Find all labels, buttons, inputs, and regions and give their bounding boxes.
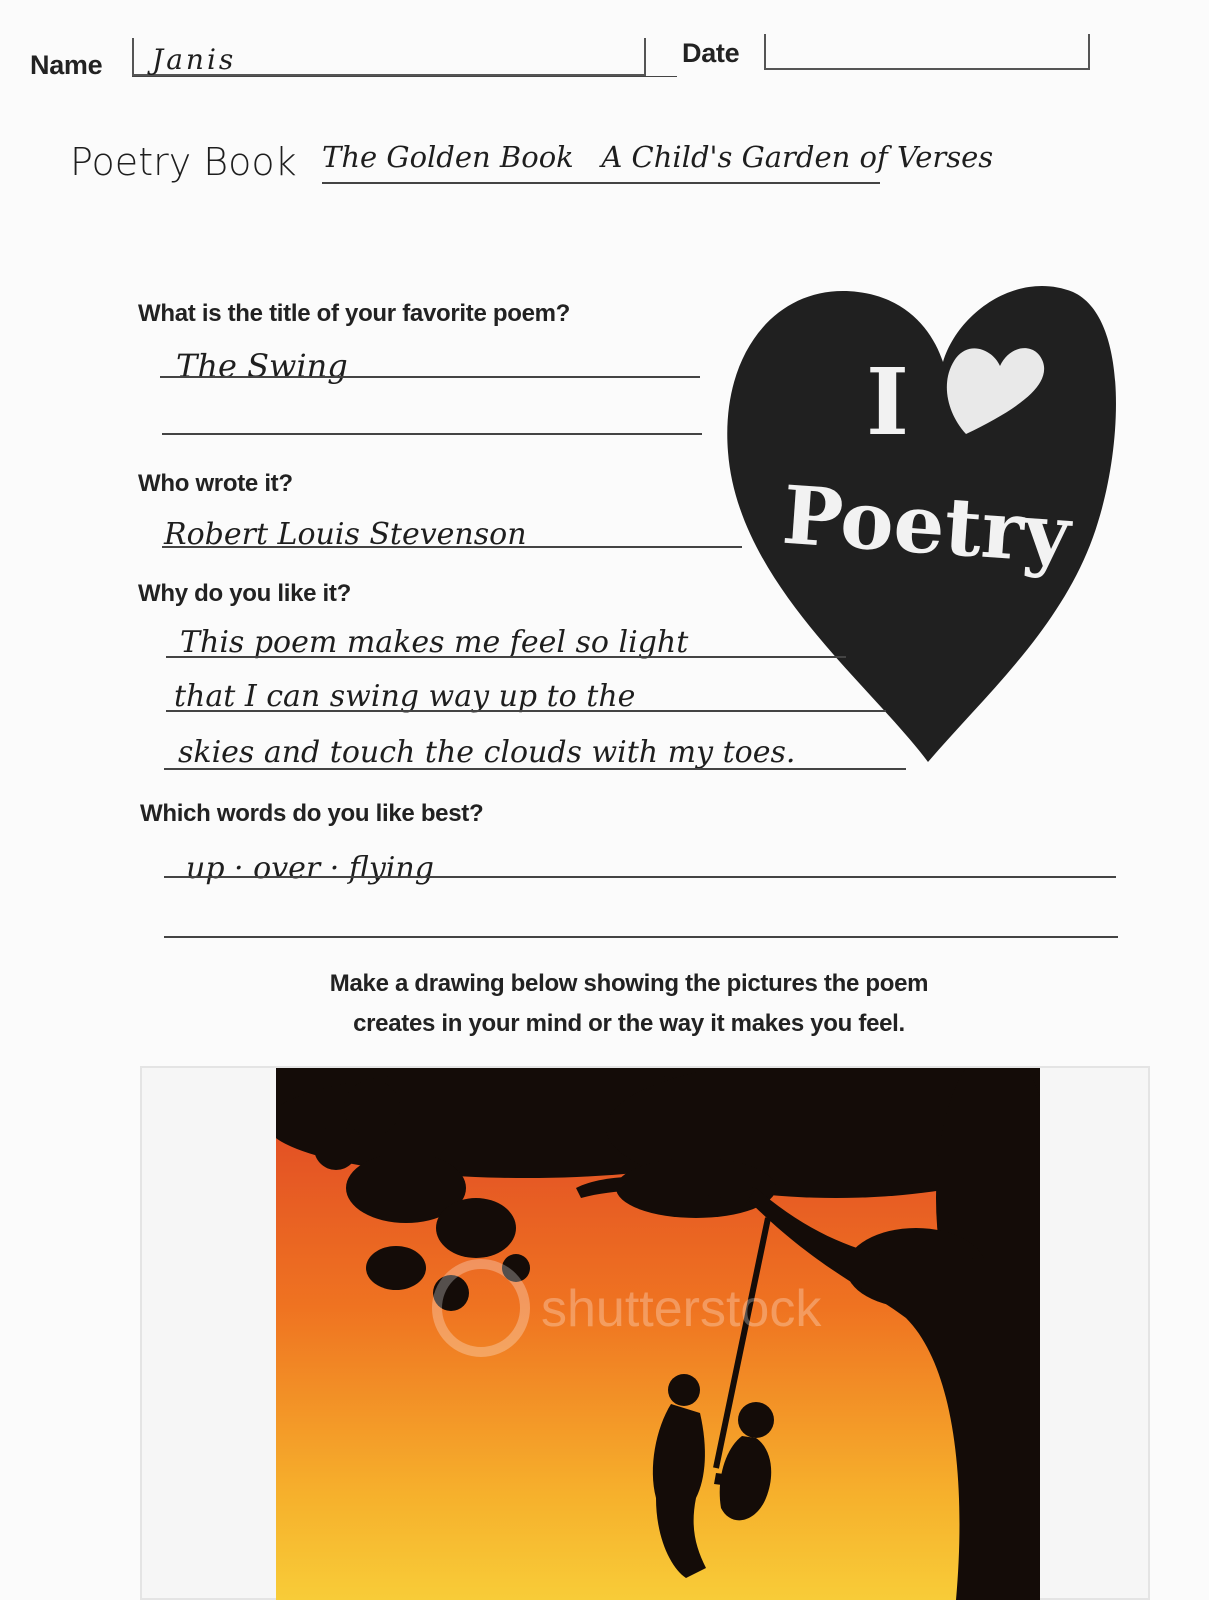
answer-words: up · over · flying [186, 851, 434, 886]
answer-author: Robert Louis Stevenson [164, 517, 527, 552]
answer-title: The Swing [176, 347, 348, 385]
heart-text-i: I [866, 348, 910, 456]
name-label: Name [30, 50, 103, 80]
answer-why-line-3: skies and touch the clouds with my toes. [178, 735, 796, 770]
name-value: Janis [152, 43, 237, 76]
question-why-prompt: Why do you like it? [138, 580, 351, 607]
drawing-instruction-line-2: creates in your mind or the way it makes you feel. [353, 1010, 905, 1037]
answer-why-line-2: that I can swing way up to the [174, 679, 636, 714]
heart-text-poetry: Poetry [779, 467, 1074, 582]
poetry-book-label: Poetry Book [70, 140, 297, 184]
swing-silhouette-picture [276, 1068, 1040, 1600]
question-words-prompt: Which words do you like best? [140, 800, 484, 827]
i-love-poetry-heart [718, 262, 1118, 772]
watermark-text: shutterstock [541, 1280, 822, 1338]
question-author-prompt: Who wrote it? [138, 470, 293, 497]
poetry-book-value: The Golden Book A Child's Garden of Verses [322, 140, 994, 174]
date-field[interactable] [764, 34, 1090, 70]
drawing-instruction-line-1: Make a drawing below showing the pictures the poem [329, 970, 929, 997]
date-label: Date [682, 38, 740, 68]
answer-why-line-1: This poem makes me feel so light [180, 625, 689, 660]
question-title-prompt: What is the title of your favorite poem? [138, 300, 571, 327]
